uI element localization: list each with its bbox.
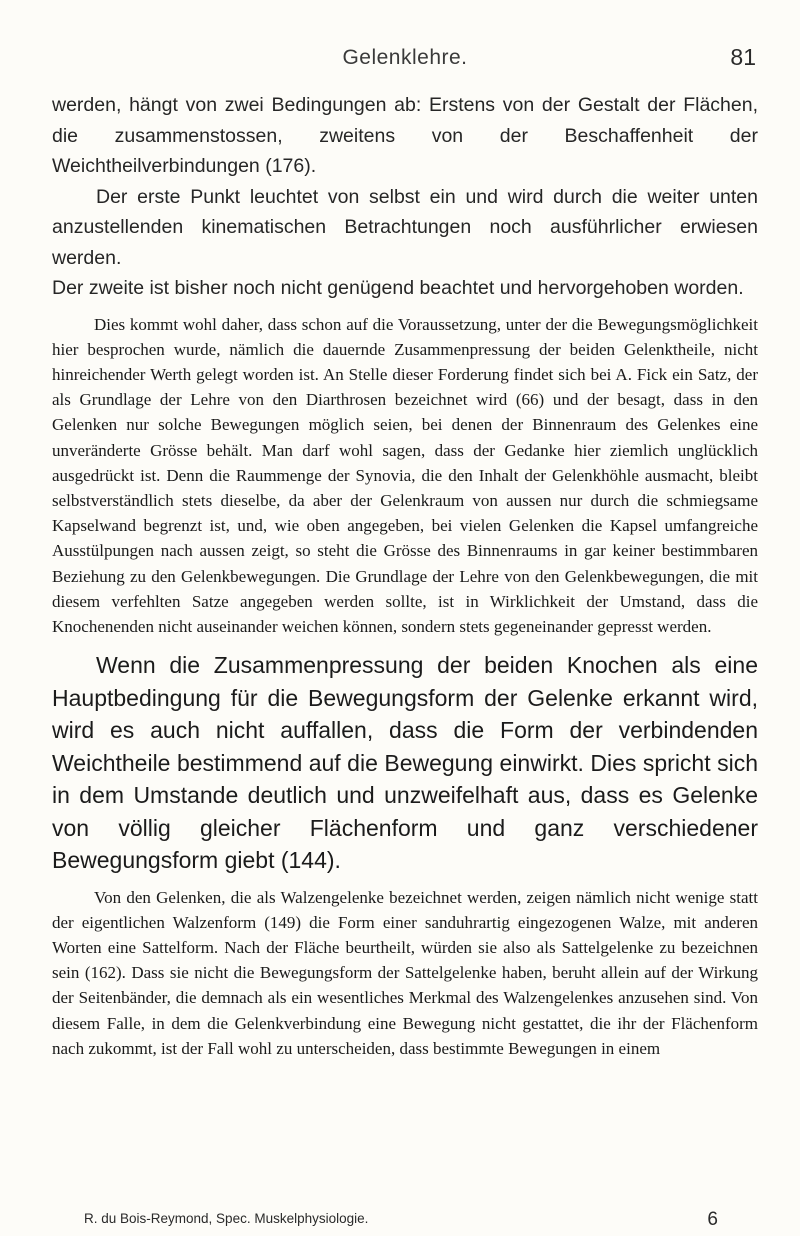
book-page <box>52 0 758 1236</box>
page-number: 81 <box>730 44 756 70</box>
note-paragraph-walzengelenke: Von den Gelenken, die als Walzengelenke bezeichnet werden, zeigen nämlich nicht wenige statt der eigentlichen Walzenform (149) die Form einer sanduhrartig eingezogenen Walze, mit anderen Worten eine Sattelform. Nach der Fläche beurtheilt, würden sie also als Sattelgelenke zu bezeichnen sein (162). Dass sie nicht die Bewegungsform der Sattelgelenke haben, beruht allein auf der Wirkung der Seitenbänder, die demnach als ein wesentliches Merkmal des Walzengelenkes anzusehen sind. Von diesem Falle, in dem die Gelenkverbindung eine Bewegung nicht gestattet, die ihr der Flächenform nach zukommt, ist der Fall wohl zu unterscheiden, dass bestimmte Bewegungen in einem <box>52 887 758 1058</box>
paragraph-continuation: werden, hängt von zwei Bedingungen ab: Erstens von der Gestalt der Flächen, die zusammenstossen, zweitens von der Beschaffenheit der Weichtheilverbindungen (176). <box>52 94 758 177</box>
signature-mark: 6 <box>707 1209 718 1230</box>
running-title: Gelenklehre. <box>342 46 468 69</box>
page-footer <box>84 1209 758 1235</box>
main-statement-paragraph: Wenn die Zusammenpressung der beiden Knochen als eine Hauptbedingung für die Bewegungsform der Gelenke erkannt wird, wird es auch nicht auffallen, dass die Form der verbindenden Weichtheile bestimmend auf die Bewegung einwirkt. Dies spricht sich in dem Umstande deutlich und unzweifelhaft aus, dass es Gelenke von völlig gleicher Flächenform und ganz verschiedener Bewegungsform giebt (144). <box>52 652 758 874</box>
paragraph-second-point: Der zweite ist bisher noch nicht genügend beachtet und hervorgehoben worden. <box>52 277 744 299</box>
footer-imprint: R. du Bois-Reymond, Spec. Muskelphysiologie. <box>84 1211 369 1226</box>
running-header <box>52 0 758 90</box>
paragraph-first-point: Der erste Punkt leuchtet von selbst ein und wird durch die weiter unten anzustellenden kinematischen Betrachtungen noch ausführlicher erwiesen werden. <box>52 185 758 269</box>
note-paragraph-fick: Dies kommt wohl daher, dass schon auf die Voraussetzung, unter der die Bewegungsmöglichkeit hier besprochen wurde, nämlich die dauernde Zusammenpressung der beiden Gelenktheile, nicht hinreichender Werth gelegt worden ist. An Stelle dieser Forderung findet sich bei A. Fick ein Satz, der als Grundlage der Lehre von den Diarthrosen bezeichnet wird (66) und der besagt, dass in den Gelenken nur solche Bewegungen möglich seien, bei denen der Binnenraum des Gelenkes eine unveränderte Grösse behält. Man darf wohl sagen, dass der Gedanke hier ziemlich unglücklich ausgedrückt ist. Denn die Raummenge der Synovia, die den Inhalt der Gelenkhöhle ausmacht, bleibt selbstverständlich stets dieselbe, da aber der Gelenkraum von aussen nur durch die schmiegsame Kapselwand begrenzt ist, und, wie oben angegeben, bei vielen Gelenken die Kapsel umfangreiche Ausstülpungen nach aussen zeigt, so steht die Grösse des Binnenraums in gar keiner bestimmbaren Beziehung zu den Gelenkbewegungen. Die Grundlage der Lehre von den Gelenkbewegungen, die mit diesem verfehlten Satze angegeben werden sollte, ist in Wirklichkeit der Umstand, dass die Knochenenden nicht auseinander weichen können, sondern stets gegeneinander gepresst werden. <box>52 314 758 636</box>
